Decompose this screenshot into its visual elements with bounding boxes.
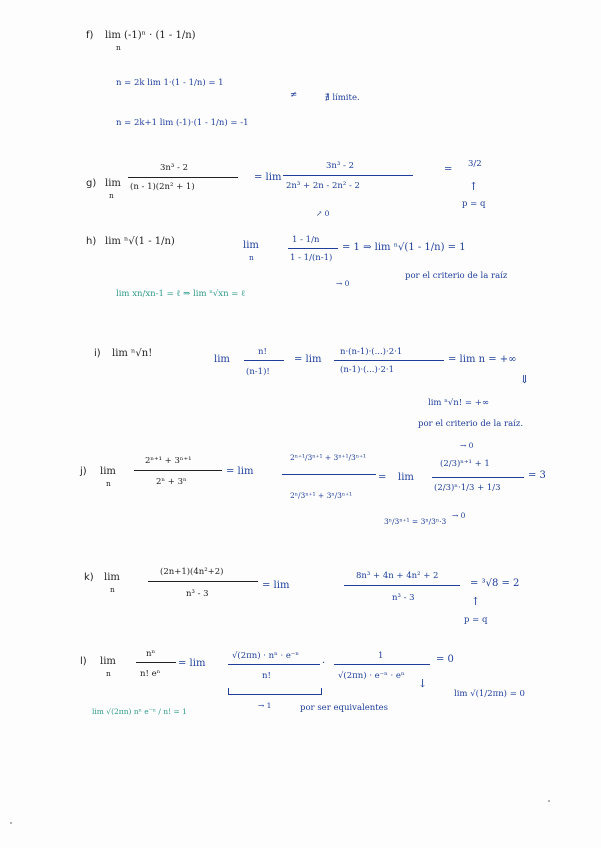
problem-j-work2-num: (2/3)ⁿ⁺¹ + 1 [440,459,490,469]
problem-k-den: n³ - 3 [186,589,209,599]
problem-i-result: = lim n = +∞ [448,354,517,365]
problem-l-den: n! eⁿ [140,669,161,679]
problem-f-no-limit: ∄ límite. [325,93,360,103]
problem-i-bar2 [334,360,444,361]
problem-f-label: f) [86,30,94,41]
problem-k-work-num: 8n³ + 4n + 4n² + 2 [356,571,439,581]
problem-h-arrow-note: → 0 [336,279,350,288]
problem-i-conclusion: lim ⁿ√n! = +∞ [428,398,489,408]
problem-i-eq-lim: = lim [294,354,322,365]
problem-k-lim: lim [104,572,120,583]
problem-g-eq-lim: = lim [254,172,282,183]
problem-k-sub: n [110,585,115,594]
scan-speck [548,800,550,802]
down-arrow-icon: ↓ [418,677,428,690]
problem-i-num2: n·(n-1)·(...)·2·1 [340,347,403,357]
problem-j-work2-den: (2/3)ⁿ·1/3 + 1/3 [434,483,501,493]
problem-j-arrow-note-bottom: → 0 [452,511,466,520]
problem-h-green-line: lim xn/xn-1 = ℓ ⇒ lim ⁿ√xn = ℓ [116,289,246,299]
problem-g-work-bar [283,175,413,176]
problem-i-den1: (n-1)! [246,367,270,377]
problem-g-note: p = q [462,199,486,209]
problem-g-label: g) [86,178,97,189]
problem-h-statement: lim ⁿ√(1 - 1/n) [105,236,175,247]
problem-l-result: = 0 [436,654,454,665]
problem-j-bar [134,470,222,471]
problem-l-sub: n [106,669,111,678]
problem-f-work-odd: n = 2k+1 lim (-1)·(1 - 1/n) = -1 [116,118,249,128]
problem-l-work2-num: 1 [378,651,384,661]
problem-j-label: j) [80,466,87,477]
problem-l-num: nⁿ [146,649,156,659]
problem-j-lim: lim [100,466,116,477]
problem-k-num: (2n+1)(4n²+2) [160,567,224,577]
problem-i-bar1 [244,360,284,361]
problem-l-green-line: lim √(2πn) nⁿ e⁻ⁿ / n! = 1 [92,707,187,716]
problem-f-statement: lim (-1)ⁿ · (1 - 1/n) [105,30,196,41]
problem-i-statement: lim ⁿ√n! [112,348,153,359]
problem-h-arrow-zero: ↗ 0 [316,209,330,218]
problem-j-work-den: 2ⁿ/3ⁿ⁺¹ + 3ⁿ/3ⁿ⁺¹ [290,491,353,500]
problem-i-den2: (n-1)·(...)·2·1 [340,365,395,375]
problem-k-work-bar [344,585,460,586]
problem-j-green-line: 3ⁿ/3ⁿ⁺¹ = 3ⁿ/3ⁿ·3 [384,517,447,526]
problem-g-sub: n [109,191,114,200]
problem-l-under: → 1 [258,701,272,710]
problem-j-work-bar [282,474,376,475]
problem-j-lim2: lim [398,472,414,483]
problem-k-eq-lim: = lim [262,580,290,591]
problem-g-result: 3/2 [468,159,482,169]
problem-h-label: h) [86,236,97,247]
problem-f-neq: ≠ [290,90,298,100]
problem-g-num: 3n³ - 2 [160,163,188,173]
problem-l-work-den: n! [262,671,271,681]
problem-i-lim: lim [214,354,230,365]
problem-h-lim: lim [243,240,259,251]
problem-k-result: = ³√8 = 2 [470,578,520,589]
problem-j-sub: n [106,479,111,488]
problem-i-label: i) [94,348,101,359]
down-arrow-icon: ⇓ [520,373,530,386]
problem-l-work-num: √(2πn) · nⁿ · e⁻ⁿ [232,651,300,661]
problem-i-num1: n! [258,347,267,357]
problem-g-lim: lim [105,178,121,189]
problem-k-note: p = q [464,615,488,625]
problem-l-note: por ser equivalentes [300,703,389,713]
problem-h-work-bar [288,248,338,249]
problem-j-work2-bar [432,477,524,478]
up-arrow-icon: ↑ [469,180,479,193]
problem-l-final: lim √(1/2πn) = 0 [454,689,525,699]
problem-g-work-den: 2n³ + 2n - 2n² - 2 [286,181,360,191]
problem-k-bar [148,581,258,582]
problem-l-underbrace [228,688,322,695]
problem-j-eq2: = [378,472,387,483]
problem-l-work-bar [228,664,320,665]
problem-l-work2-bar [334,664,430,665]
problem-h-work-den: 1 - 1/(n-1) [290,253,333,263]
problem-i-note: por el criterio de la raíz. [418,419,524,429]
problem-h-result: = 1 ⇒ lim ⁿ√(1 - 1/n) = 1 [342,242,466,253]
problem-j-den: 2ⁿ + 3ⁿ [156,477,187,487]
problem-k-work-den: n³ - 3 [392,593,415,603]
problem-f-sub: n [116,43,121,52]
problem-j-eq-lim: = lim [226,466,254,477]
problem-l-dot: · [322,658,326,669]
problem-l-eq-lim: = lim [178,658,206,669]
problem-g-fraction-bar [128,177,238,178]
problem-j-num: 2ⁿ⁺¹ + 3ⁿ⁺¹ [145,456,192,466]
problem-g-eq: = [444,164,453,175]
scan-speck [10,822,12,824]
problem-j-work-num: 2ⁿ⁺¹/3ⁿ⁺¹ + 3ⁿ⁺¹/3ⁿ⁺¹ [290,453,367,462]
problem-k-label: k) [84,572,94,583]
problem-g-work-num: 3n³ - 2 [326,161,354,171]
problem-g-den: (n - 1)(2n² + 1) [130,182,195,192]
problem-l-label: l) [80,656,87,667]
problem-h-lim-sub: n [249,253,254,262]
up-arrow-icon: ↑ [471,595,481,608]
problem-f-work-even: n = 2k lim 1·(1 - 1/n) = 1 [116,78,224,88]
problem-l-lim: lim [100,656,116,667]
problem-j-result: = 3 [528,470,546,481]
problem-h-note: por el criterio de la raíz [405,271,508,281]
problem-j-arrow-note-top: → 0 [460,441,474,450]
problem-l-bar [136,662,176,663]
problem-h-work-num: 1 - 1/n [292,235,320,245]
problem-l-work2-den: √(2πn) · e⁻ⁿ · eⁿ [338,671,405,681]
